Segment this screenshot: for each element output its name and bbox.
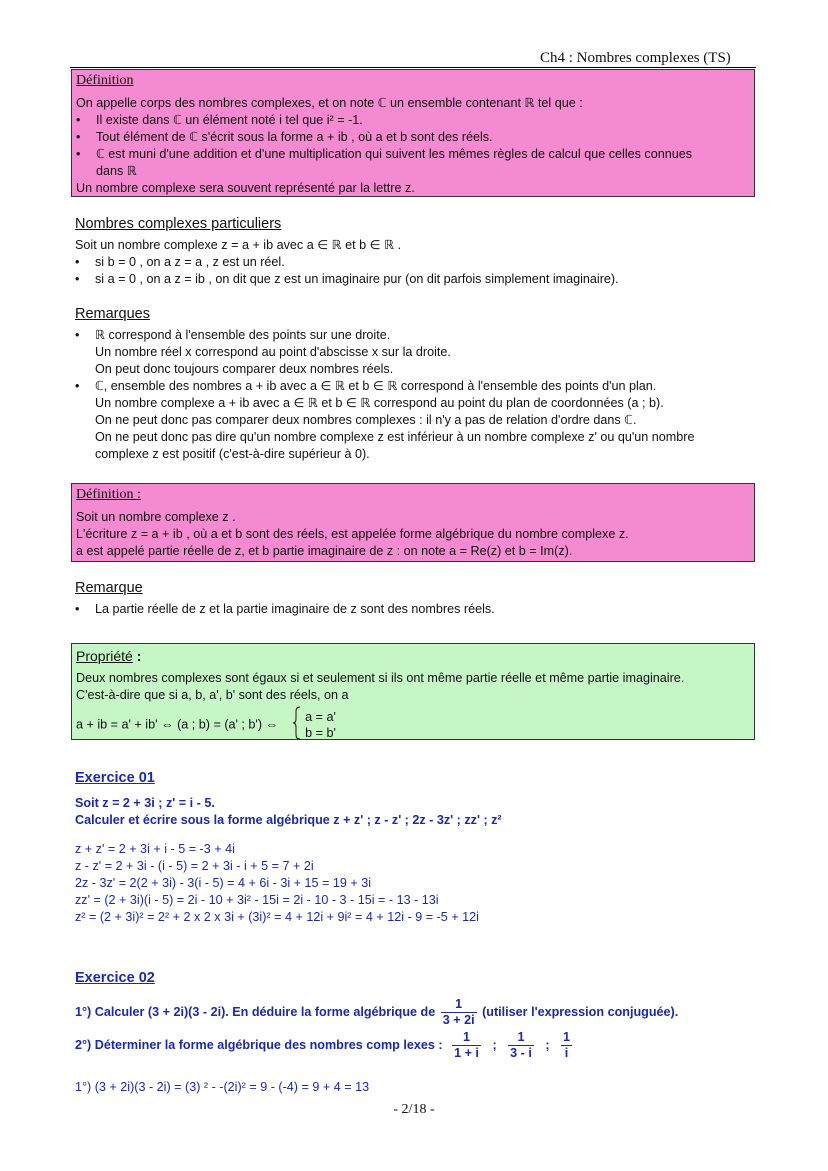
remarques-b2-line-4: On ne peut donc pas dire qu'un nombre complexe z est inférieur à un nombre complexe z' ou qu'un nombre complexe z est positif (c'est-à-dire supérieur à 0). xyxy=(95,430,695,461)
particuliers-title: Nombres complexes particuliers xyxy=(75,216,282,232)
fraction-numerator: 1 xyxy=(563,1030,571,1044)
fraction-numerator: 1 xyxy=(508,1030,534,1046)
fraction-denominator: 1 + i xyxy=(454,1046,479,1060)
propriete-title: Propriété xyxy=(76,648,133,664)
exercice-01-answer-1: z + z' = 2 + 3i + i - 5 = -3 + 4i xyxy=(75,842,235,856)
exercice-01-answer-3: 2z - 3z' = 2(2 + 3i) - 3(i - 5) = 4 + 6i - 3i + 15 = 19 + 3i xyxy=(75,876,372,890)
exercice-01-answer-4: zz' = (2 + 3i)(i - 5) = 2i - 10 + 3i² - 15i = 2i - 10 - 3 - 15i = - 13 - 13i xyxy=(75,893,439,907)
particuliers-section xyxy=(75,215,755,288)
definition-1-title: Définition xyxy=(76,73,134,88)
remarques-section xyxy=(75,305,755,463)
exercice-01-answer-2: z - z' = 2 + 3i - (i - 5) = 2 + 3i - i + 5 = 7 + 2i xyxy=(75,859,314,873)
q1-hint: (utiliser l'expression conjuguée). xyxy=(482,1004,679,1019)
particuliers-intro: Soit un nombre complexe z = a + ib avec a ∈ ℝ et b ∈ ℝ . xyxy=(75,238,402,252)
propriete-equation xyxy=(76,706,750,743)
q1-text: 1°) Calculer (3 + 2i)(3 - 2i). En déduire la forme algébrique de xyxy=(75,1004,436,1019)
exercice-01-given: Soit z = 2 + 3i ; z' = i - 5. xyxy=(75,796,215,810)
fraction-denominator: 3 - i xyxy=(510,1046,532,1060)
exercice-01-answer-5: z² = (2 + 3i)² = 2² + 2 x 2 x 3i + (3i)² = 4 + 12i + 9i² = 4 + 12i - 9 = -5 + 12i xyxy=(75,910,479,924)
particuliers-bullet-2: • si a = 0 , on a z = ib , on dit que z est un imaginaire pur (on dit parfois simplement imaginaire). xyxy=(95,271,755,288)
remarques-b1-line-1: ℝ correspond à l'ensemble des points sur une droite. xyxy=(95,328,391,342)
remarques-title: Remarques xyxy=(75,306,150,322)
fraction-1-over-1-plus-i xyxy=(452,1030,481,1061)
definition-1-bullet-2: • Tout élément de ℂ s'écrit sous la forme a + ib , où a et b sont des réels. xyxy=(96,129,750,146)
fraction-denominator: i xyxy=(564,1046,569,1060)
fraction-1-over-i xyxy=(561,1030,572,1061)
remarques-b1-line-2: Un nombre réel x correspond au point d'abscisse x sur la droite. xyxy=(95,345,451,359)
definition-1-intro: On appelle corps des nombres complexes, et on note ℂ un ensemble contenant ℝ tel que : xyxy=(76,96,583,110)
exercice-01-answers xyxy=(75,841,765,926)
system-brace xyxy=(292,706,302,743)
system-line-2: b = b' xyxy=(305,725,336,740)
page-number: - 2/18 - xyxy=(393,1102,435,1117)
exercice-02-question-2 xyxy=(75,1030,775,1061)
propriete-line-1: Deux nombres complexes sont égaux si et seulement si ils ont même partie réelle et même partie imaginaire. xyxy=(76,671,685,685)
equation-system xyxy=(305,709,336,741)
remarques-bullet-1 xyxy=(95,327,755,378)
exercice-02-question-1 xyxy=(75,997,775,1028)
definition-2-line-1: Soit un nombre complexe z . xyxy=(76,510,236,524)
separator: ; xyxy=(492,1037,497,1052)
particuliers-bullet-1: • si b = 0 , on a z = a , z est un réel. xyxy=(95,254,755,271)
propriete-colon: : xyxy=(132,648,142,664)
fraction-denominator: 3 + 2i xyxy=(442,1013,475,1027)
remarque-section xyxy=(75,579,755,618)
exercice-02-answer-1: 1°) (3 + 2i)(3 - 2i) = (3) ² - -(2i)² = 9 - (-4) = 9 + 4 = 13 xyxy=(75,1080,370,1094)
q2-text: 2°) Déterminer la forme algébrique des nombres comp lexes : xyxy=(75,1037,443,1052)
definition-1-outro: Un nombre complexe sera souvent représenté par la lettre z. xyxy=(76,181,415,195)
fraction-numerator: 1 xyxy=(441,997,477,1013)
definition-box-2 xyxy=(71,483,755,562)
definition-2-line-2: L'écriture z = a + ib , où a et b sont des réels, est appelée forme algébrique du nombre complexe z. xyxy=(76,527,629,541)
exercice-01 xyxy=(75,770,765,926)
chapter-header: Ch4 : Nombres complexes (TS) xyxy=(540,50,731,66)
remarques-b1-line-3: On peut donc toujours comparer deux nombres réels. xyxy=(95,362,394,376)
propriete-line-2: C'est-à-dire que si a, b, a', b' sont des réels, on a xyxy=(76,688,349,702)
exercice-01-question: Calculer et écrire sous la forme algébrique z + z' ; z - z' ; 2z - 3z' ; zz' ; z² xyxy=(75,813,502,827)
exercice-02 xyxy=(75,970,775,1096)
remarques-b2-line-2: Un nombre complexe a + ib avec a ∈ ℝ et b ∈ ℝ correspond au point du plan de coordonnées (a ; b). xyxy=(95,396,664,410)
propriete-equation-left: a + ib = a' + ib' ⇔ (a ; b) = (a' ; b') ⇔ xyxy=(76,717,279,732)
remarques-b2-line-3: On ne peut donc pas comparer deux nombres complexes : il n'y a pas de relation d'ordre dans ℂ. xyxy=(95,413,637,427)
definition-1-bullet-3: • ℂ est muni d'une addition et d'une multiplication qui suivent les mêmes règles de calcul que celles connues dans ℝ xyxy=(96,146,750,180)
remarque-bullet-1: • La partie réelle de z et la partie imaginaire de z sont des nombres réels. xyxy=(95,601,755,618)
header-rule xyxy=(70,67,756,68)
definition-2-title: Définition : xyxy=(76,487,141,502)
remarque-title: Remarque xyxy=(75,580,143,596)
propriete-box xyxy=(71,643,755,740)
exercice-01-title: Exercice 01 xyxy=(75,770,155,786)
remarques-b2-line-1: ℂ, ensemble des nombres a + ib avec a ∈ ℝ et b ∈ ℝ correspond à l'ensemble des points d'un plan. xyxy=(95,379,657,393)
definition-1-list xyxy=(76,112,750,180)
separator: ; xyxy=(545,1037,550,1052)
definition-2-line-3: a est appelé partie réelle de z, et b partie imaginaire de z : on note a = Re(z) et b = Im(z). xyxy=(76,544,573,558)
left-brace-icon xyxy=(292,706,302,740)
definition-1-bullet-1: • Il existe dans ℂ un élément noté i tel que i² = -1. xyxy=(96,112,750,129)
exercice-02-title: Exercice 02 xyxy=(75,970,155,986)
definition-box-1 xyxy=(71,69,755,197)
remarques-bullet-2 xyxy=(95,378,755,463)
fraction-numerator: 1 xyxy=(452,1030,481,1046)
fraction-1-over-3-plus-2i xyxy=(441,997,477,1028)
system-line-1: a = a' xyxy=(305,709,336,724)
fraction-1-over-3-minus-i xyxy=(508,1030,534,1061)
propriete-heading xyxy=(76,646,750,666)
